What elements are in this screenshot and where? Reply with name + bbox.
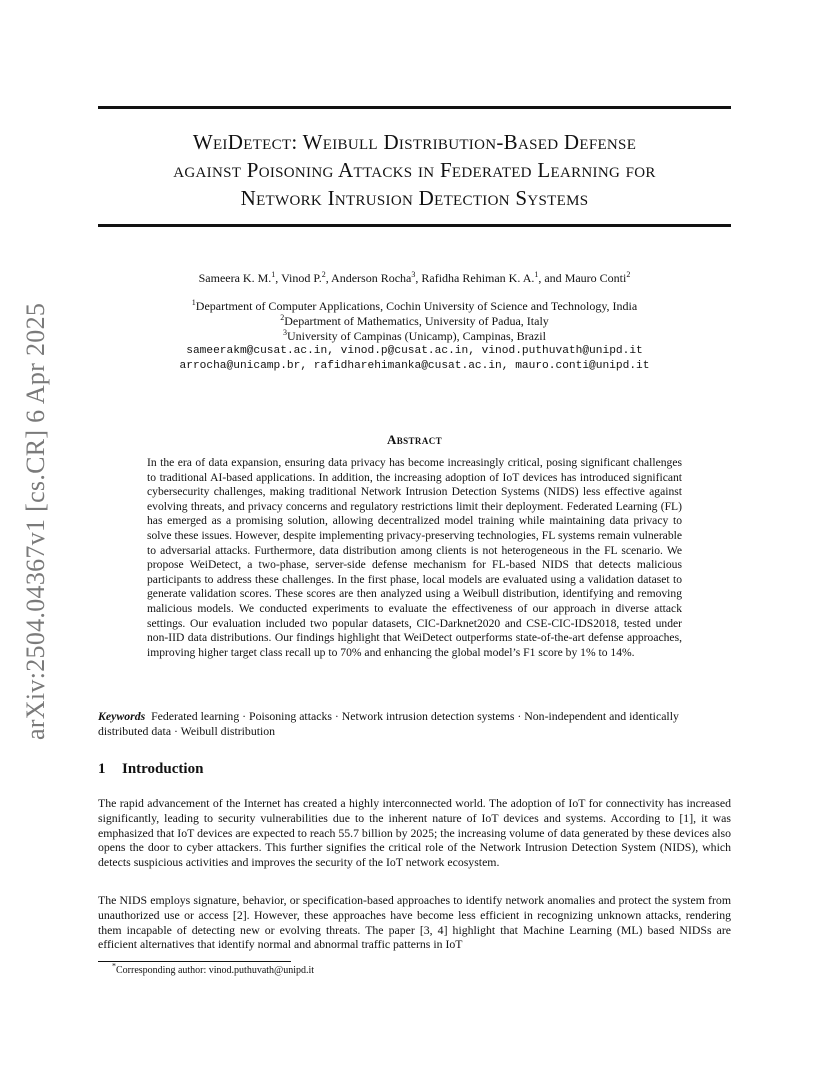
author-name: Anderson Rocha bbox=[331, 271, 412, 285]
email-line: sameerakm@cusat.ac.in, vinod.p@cusat.ac.in, vinod.puthuvath@unipd.it bbox=[186, 345, 643, 357]
affil-text: Department of Computer Applications, Cochin University of Science and Technology, India bbox=[195, 299, 638, 313]
author-separator: , and bbox=[538, 271, 565, 285]
author-affil-mark: 2 bbox=[626, 270, 631, 279]
title-line: WeiDetect: Weibull Distribution-Based Defense bbox=[192, 130, 637, 154]
affiliation bbox=[98, 314, 731, 329]
author-name: Sameera K. M. bbox=[198, 271, 272, 285]
keywords bbox=[98, 709, 731, 739]
affiliations bbox=[98, 299, 731, 374]
author-separator: , bbox=[415, 271, 422, 285]
affil-mark: 3 bbox=[283, 328, 288, 337]
section-title: Introduction bbox=[122, 761, 204, 777]
author-separator: , bbox=[325, 271, 332, 285]
title-line: against Poisoning Attacks in Federated Learning for bbox=[173, 158, 656, 182]
title-line: Network Intrusion Detection Systems bbox=[240, 186, 589, 210]
arxiv-identifier: arXiv:2504.04367v1 [cs.CR] 6 Apr 2025 bbox=[21, 302, 50, 740]
section-heading bbox=[98, 761, 203, 778]
footnote-rule bbox=[98, 961, 291, 962]
body-paragraph: The rapid advancement of the Internet has created a highly interconnected world. The adoption of IoT for connectivity has increased significantly, leading to security vulnerabilities due to the inherent nature of IoT devices and systems. According to [1], it was emphasized that IoT devices are expected to reach 55.7 billion by 2025; the increasing volume of data generated by these devices also opens the door to cyber attackers. This further signifies the critical role of the Network Intrusion Detection System (NIDS), which detects suspicious activities and improves the security of the IoT network ecosystem. bbox=[98, 796, 731, 870]
affiliation bbox=[98, 329, 731, 344]
author-affil-mark: 3 bbox=[411, 270, 416, 279]
body-paragraph: The NIDS employs signature, behavior, or specification-based approaches to identify network anomalies and protect the system from unauthorized use or access [2]. However, these approaches have become less efficient in recognizing unknown attacks, rendering them incapable of detecting new or evolving threats. The paper [3, 4] highlight that Machine Learning (ML) based NIDSs are efficient alternatives that identify normal and abnormal traffic patterns in IoT bbox=[98, 893, 731, 952]
title-bottom-rule bbox=[98, 224, 731, 227]
affil-mark: 2 bbox=[280, 313, 285, 322]
affil-mark: 1 bbox=[191, 298, 196, 307]
affiliation bbox=[98, 299, 731, 314]
footnote bbox=[112, 961, 315, 977]
title-top-rule bbox=[98, 106, 731, 109]
email-line: arrocha@unicamp.br, rafidharehimanka@cusat.ac.in, mauro.conti@unipd.it bbox=[179, 360, 650, 372]
affil-text: Department of Mathematics, University of Padua, Italy bbox=[284, 314, 549, 328]
keywords-text: Federated learning · Poisoning attacks · Network intrusion detection systems · Non-independent and identically distributed data · Weibull distribution bbox=[98, 709, 679, 738]
paper-title bbox=[98, 128, 731, 212]
footnote-mark: * bbox=[112, 961, 116, 971]
author-affil-mark: 1 bbox=[271, 270, 276, 279]
abstract-heading: Abstract bbox=[386, 432, 443, 447]
author-affil-mark: 1 bbox=[534, 270, 539, 279]
author-separator: , bbox=[275, 271, 282, 285]
author-affil-mark: 2 bbox=[321, 270, 326, 279]
affil-text: University of Campinas (Unicamp), Campinas, Brazil bbox=[287, 329, 546, 343]
author-name: Vinod P. bbox=[281, 271, 322, 285]
author-list bbox=[98, 270, 731, 286]
abstract-text: In the era of data expansion, ensuring data privacy has become increasingly critical, posing significant challenges to traditional AI-based applications. In addition, the increasing adoption of IoT devices has introduced significant cybersecurity challenges, making traditional Network Intrusion Detection Systems (NIDS) less effective against evolving threats, and privacy concerns and regulatory restrictions limit their deployment. Federated Learning (FL) has emerged as a promising solution, allowing decentralized model training while maintaining data privacy to solve these issues. However, despite implementing privacy-preserving technologies, FL systems remain vulnerable to adversarial attacks. Furthermore, data distribution among clients is not heterogeneous in the FL scenario. We propose WeiDetect, a two-phase, server-side defense mechanism for FL-based NIDS that detects malicious participants to address these challenges. In the first phase, local models are evaluated using a validation dataset to generate validation scores. These scores are then analyzed using a Weibull distribution, identifying and removing malicious models. We conducted experiments to evaluate the effectiveness of our approach in diverse attack settings. Our evaluation included two popular datasets, CIC-Darknet2020 and CSE-CIC-IDS2018, tested under non-IID data distributions. Our findings highlight that WeiDetect outperforms state-of-the-art defense approaches, improving higher target class recall up to 70% and enhancing the global model’s F1 score by 1% to 14%. bbox=[147, 456, 682, 659]
author-name: Rafidha Rehiman K. A. bbox=[421, 271, 535, 285]
keywords-label: Keywords bbox=[98, 709, 146, 723]
author-name: Mauro Conti bbox=[564, 271, 627, 285]
footnote-text: Corresponding author: vinod.puthuvath@unipd.it bbox=[116, 965, 315, 976]
section-number: 1 bbox=[98, 761, 106, 777]
